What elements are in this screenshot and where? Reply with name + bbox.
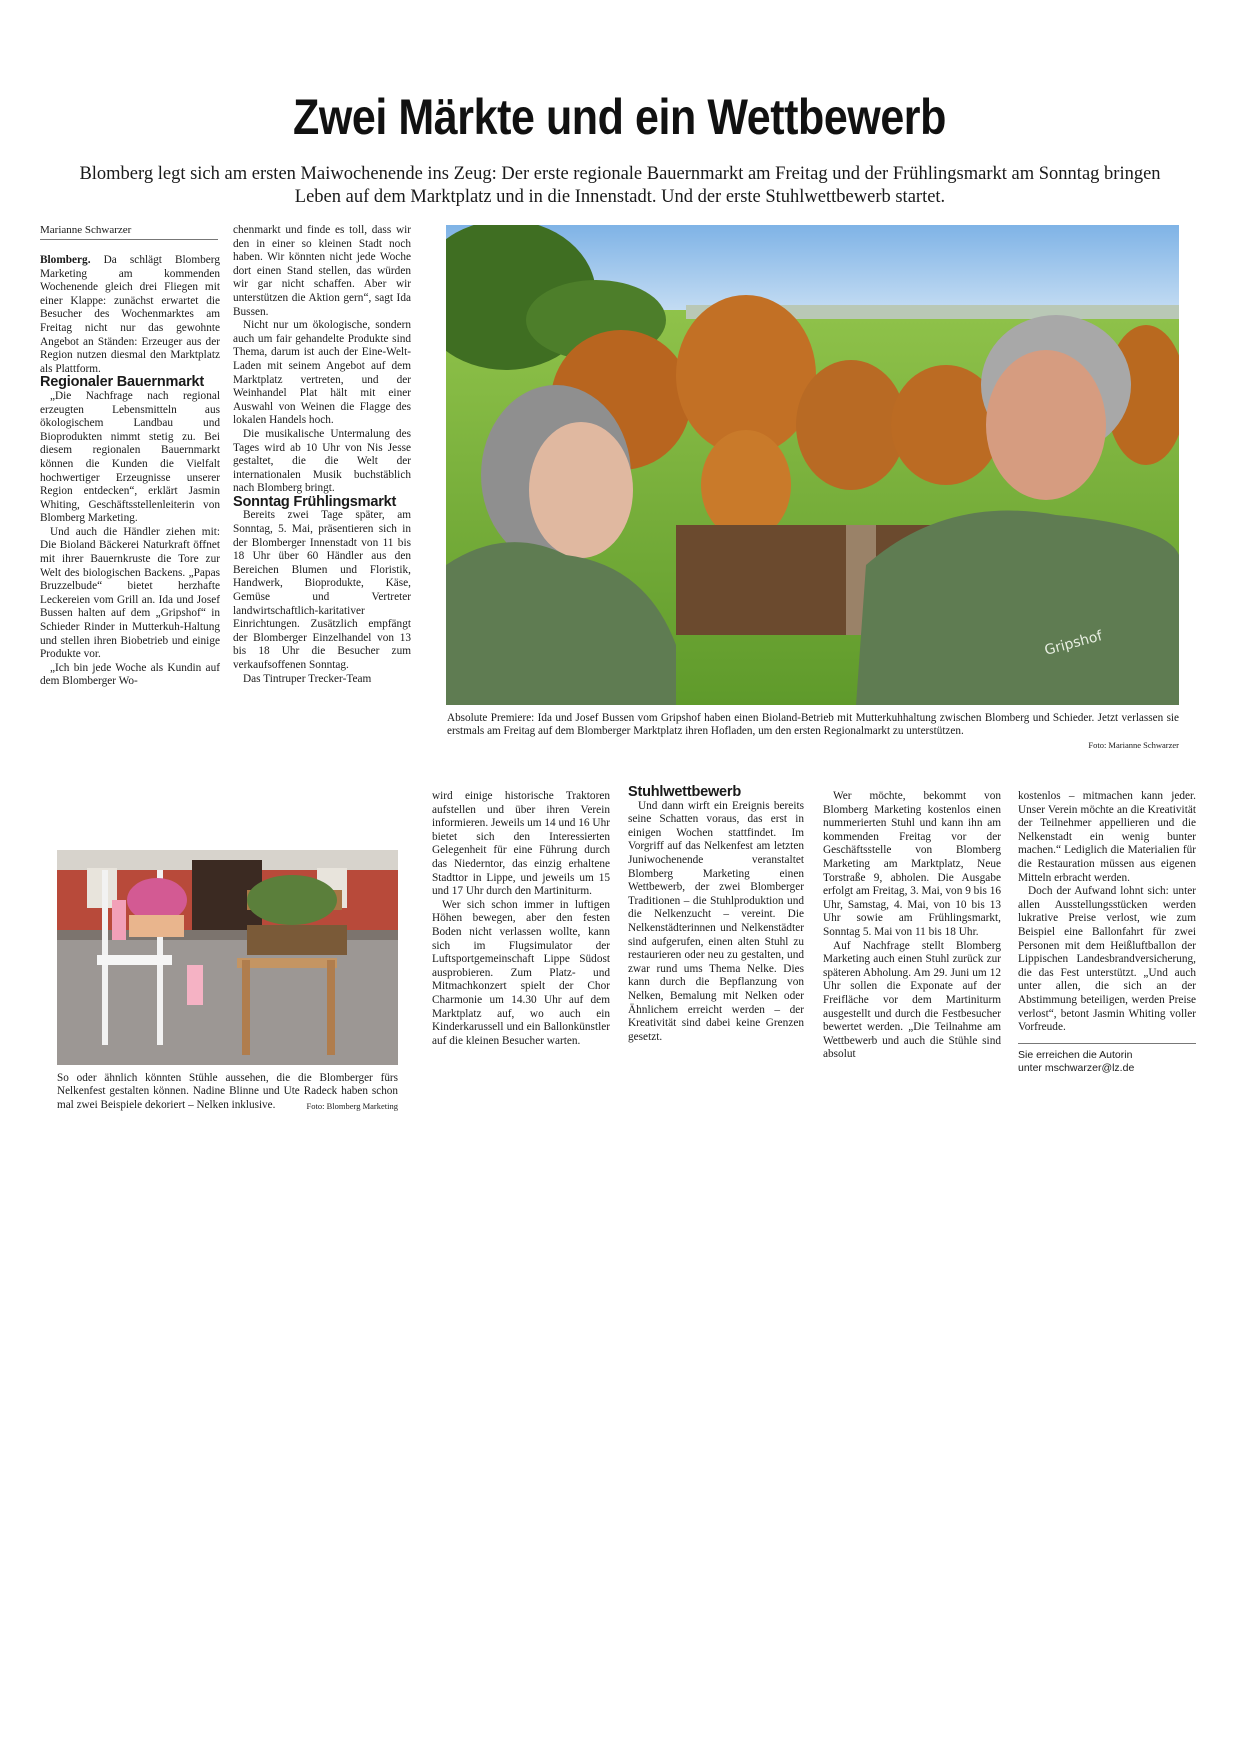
caption-text: Absolute Premiere: Ida und Josef Bussen vom Gripshof haben einen Bioland-Betrieb mit Mutterkuhhaltung zwischen Blomberg und Schieder. Jetzt verlassen sie erstmals am Freitag auf dem Blomberger Marktplatz ihren Hofladen, um den ersten Regionalmarkt zu unterstützen. bbox=[447, 712, 1179, 738]
column-1 bbox=[40, 254, 220, 689]
photo-farmers-cattle bbox=[446, 225, 1179, 705]
caption-text: So oder ähnlich könnten Stühle aussehen, die die Blomberger fürs Nelkenfest gestalten können. Nadine Blinne und Ute Radeck haben schon mal zwei Beispiele dekoriert – Nelken inklusive. bbox=[57, 1072, 398, 1111]
paragraph: Wer möchte, bekommt von Blomberg Marketing kostenlos einen nummerierten Stuhl und kann ihn am kommenden Freitag vor der Geschäftsstelle von Blomberg Marketing am Marktplatz, Neue Torstraße 9, abholen. Die Ausgabe erfolgt am Freitag, 3. Mai, von 9 bis 16 Uhr, Samstag, 4. Mai, von 10 bis 13 Uhr sowie am Frühlingsmarkt, Sonntag 5. Mai von 11 bis 18 Uhr. bbox=[823, 790, 1001, 938]
paragraph: wird einige historische Traktoren aufstellen und über ihren Verein informieren. Jeweils um 14 und 16 Uhr bietet sich den Interessierten Gelegenheit für eine Führung durch das Niederntor, das einzig erhaltene Stadttor in Lippe, und jeweils um 15 und 17 Uhr durch den Martiniturm. bbox=[432, 790, 610, 898]
subline: Blomberg legt sich am ersten Maiwochenende ins Zeug: Der erste regionale Bauernmarkt am Freitag und der Frühlingsmarkt am Sonntag bringen Leben auf dem Marktplatz und in die Innenstadt. Und der erste Stuhlwettbewerb startet. bbox=[79, 164, 1161, 207]
photo-chairs-caption bbox=[57, 1072, 398, 1114]
paragraph: Nicht nur um ökologische, sondern auch um fair gehandelte Produkte sind Thema, darum ist auch der Eine-Welt-Laden mit seinem Angebot auf dem Marktplatz vertreten, und der Weinhandel Plat hält mit einer Auswahl von Weinen die Flagge des lokalen Handels hoch. bbox=[233, 319, 411, 427]
headline: Zwei Märkte und ein Wettbewerb bbox=[293, 89, 946, 145]
dateline: Blomberg. bbox=[40, 254, 91, 266]
photo-credit: Foto: Blomberg Marketing bbox=[306, 1101, 398, 1112]
paragraph: Auf Nachfrage stellt Blomberg Marketing auch einen Stuhl zurück zur späteren Abholung. Am 29. Juni um 12 Uhr sollen die Exponate auf der Freifläche vor dem Martiniturm ausgestellt und durch die Festbesucher bewertet werden. „Die Teilnahme am Wettbewerb und auch die Stühle sind absolut bbox=[823, 939, 1001, 1061]
photo-farmers-cattle-image bbox=[446, 225, 1179, 705]
paragraph: „Die Nachfrage nach regional erzeugten Lebensmitteln aus ökologischem Landbau und Bioprodukten nimmt stetig zu. Bei diesem regionalen Bauernmarkt können die Kunden die Vielfalt hochwertiger Erzeugnisse unserer Region entdecken“, erklärt Jasmin Whiting, Geschäftsstellenleiterin von Blomberg Marketing. bbox=[40, 389, 220, 525]
paragraph bbox=[40, 254, 220, 376]
column-2 bbox=[233, 224, 411, 686]
author-byline: Marianne Schwarzer bbox=[40, 224, 218, 240]
photo-credit: Foto: Marianne Schwarzer bbox=[1088, 739, 1179, 750]
column-4 bbox=[628, 786, 804, 1044]
paragraph-text: Da schlägt Blomberg Marketing am kommenden Wochenende gleich drei Fliegen mit einer Klappe: zunächst erwartet die Besucher des Wochenmarktes am Freitag nicht nur das gewohnte Angebot an Ständen: Erzeuger aus der Region nutzen diesmal den Marktplatz als Plattform. bbox=[40, 254, 220, 375]
contact-note bbox=[1018, 1043, 1196, 1075]
photo-chairs bbox=[57, 850, 398, 1065]
contact-line-1: Sie erreichen die Autorin bbox=[1018, 1048, 1133, 1061]
paragraph: kostenlos – mitmachen kann jeder. Unser Verein möchte an die Kreativität der Teilnehmer appellieren und die Nelkenstadt ein wenig bunter machen.“ Lediglich die Materialien für die Restauration müssen aus eigenen Mitteln erbracht werden. bbox=[1018, 790, 1196, 884]
paragraph: Doch der Aufwand lohnt sich: unter allen Ausstellungsstücken werden lukrative Preise verlost, wie zum Beispiel eine Ballonfahrt für zwei Personen mit dem Heißluftballon der Lippischen Landesbrandversicherung, die das Fest unterstützt. „Und auch unter allen, die sich an der Abstimmung beteiligen, werden Preise verlost“, betont Jasmin Whiting voller Vorfreude. bbox=[1018, 885, 1196, 1034]
paragraph: Die musikalische Untermalung des Tages wird ab 10 Uhr von Nis Jesse gestaltet, die die Welt der internationalen Musik buchstäblich nach Blomberg bringt. bbox=[233, 427, 411, 495]
subheading-bauernmarkt: Regionaler Bauernmarkt bbox=[40, 374, 205, 391]
contact-email[interactable]: unter mschwarzer@lz.de bbox=[1018, 1061, 1135, 1074]
paragraph: „Ich bin jede Woche als Kundin auf dem Blomberger Wo- bbox=[40, 661, 220, 688]
column-6 bbox=[1018, 790, 1196, 1075]
paragraph: Das Tintruper Trecker-Team bbox=[243, 672, 372, 685]
subheading-fruehlingsmarkt: Sonntag Frühlingsmarkt bbox=[233, 493, 397, 510]
column-5 bbox=[823, 790, 1001, 1062]
paragraph: Wer sich schon immer in luftigen Höhen bewegen, aber den festen Boden nicht verlassen wollte, kann sich im Flugsimulator der Luftsportgemeinschaft Lippe Südost ausprobieren. Zum Platz- und Mitmachkonzert spielt der Chor Charmonie um 14.30 Uhr auf dem Marktplatz auf, wo auch ein Kinderkarussell und ein Ballonkünstler auf die kleinen Besucher warten. bbox=[432, 898, 610, 1047]
column-3 bbox=[432, 790, 610, 1048]
paragraph: Und dann wirft ein Ereignis bereits seine Schatten voraus, das erst in einigen Wochen stattfindet. Im Vorgriff auf das Nelkenfest am letzten Juniwochenende veranstaltet Blomberg Marketing einen Wettbewerb, der zwei Blomberger Traditionen – die Stuhlproduktion und die Nelkenzucht – vereint. Die Nelkenstädterinnen und Nelkenstädter sind aufgerufen, einen alten Stuhl zu restaurieren oder neu zu gestalten, und zwar rund ums Thema Nelke. Dies kann durch die Bepflanzung von Nelken, Bemalung mit Nelken oder Ähnlichem erreicht werden – der Kreativität sind dabei keine Grenzen gesetzt. bbox=[628, 799, 804, 1043]
photo-chairs-image bbox=[57, 850, 398, 1065]
shirt-logo-text: Gripshof bbox=[1042, 628, 1105, 659]
paragraph: Bereits zwei Tage später, am Sonntag, 5. Mai, präsentieren sich in der Blomberger Innenstadt von 11 bis 18 Uhr über 60 Händler aus den Bereichen Blumen und Floristik, Handwerk, Bioprodukte, Käse, Gemüse und Vertreter landwirtschaftlich-karitativer Einrichtungen. Zusätzlich empfängt der Blomberger Einzelhandel von 13 bis 18 Uhr die Besucher zum verkaufsoffenen Sonntag. bbox=[233, 509, 411, 671]
paragraph: chenmarkt und finde es toll, dass wir den in einer so kleinen Stadt noch haben. Wir könnten nicht jede Woche dort einen Stand stellen, das würden wir gar nicht schaffen. Aber wir unterstützen die Aktion gern“, sagt Ida Bussen. bbox=[233, 224, 411, 318]
subheading-stuhlwettbewerb: Stuhlwettbewerb bbox=[628, 784, 742, 800]
photo-farmers-caption bbox=[447, 712, 1179, 752]
paragraph: Und auch die Händler ziehen mit: Die Bioland Bäckerei Naturkraft öffnet mit ihrer Bauernkruste die Tore zur Welt des biologischen Backens. „Papas Bruzzelbude“ bietet herzhafte Leckereien vom Grill an. Ida und Josef Bussen halten auf dem „Gripshof“ in Schieder Rinder in Mutterkuh-Haltung und stellen ihren Biobetrieb und einige Produkte vor. bbox=[40, 525, 220, 661]
